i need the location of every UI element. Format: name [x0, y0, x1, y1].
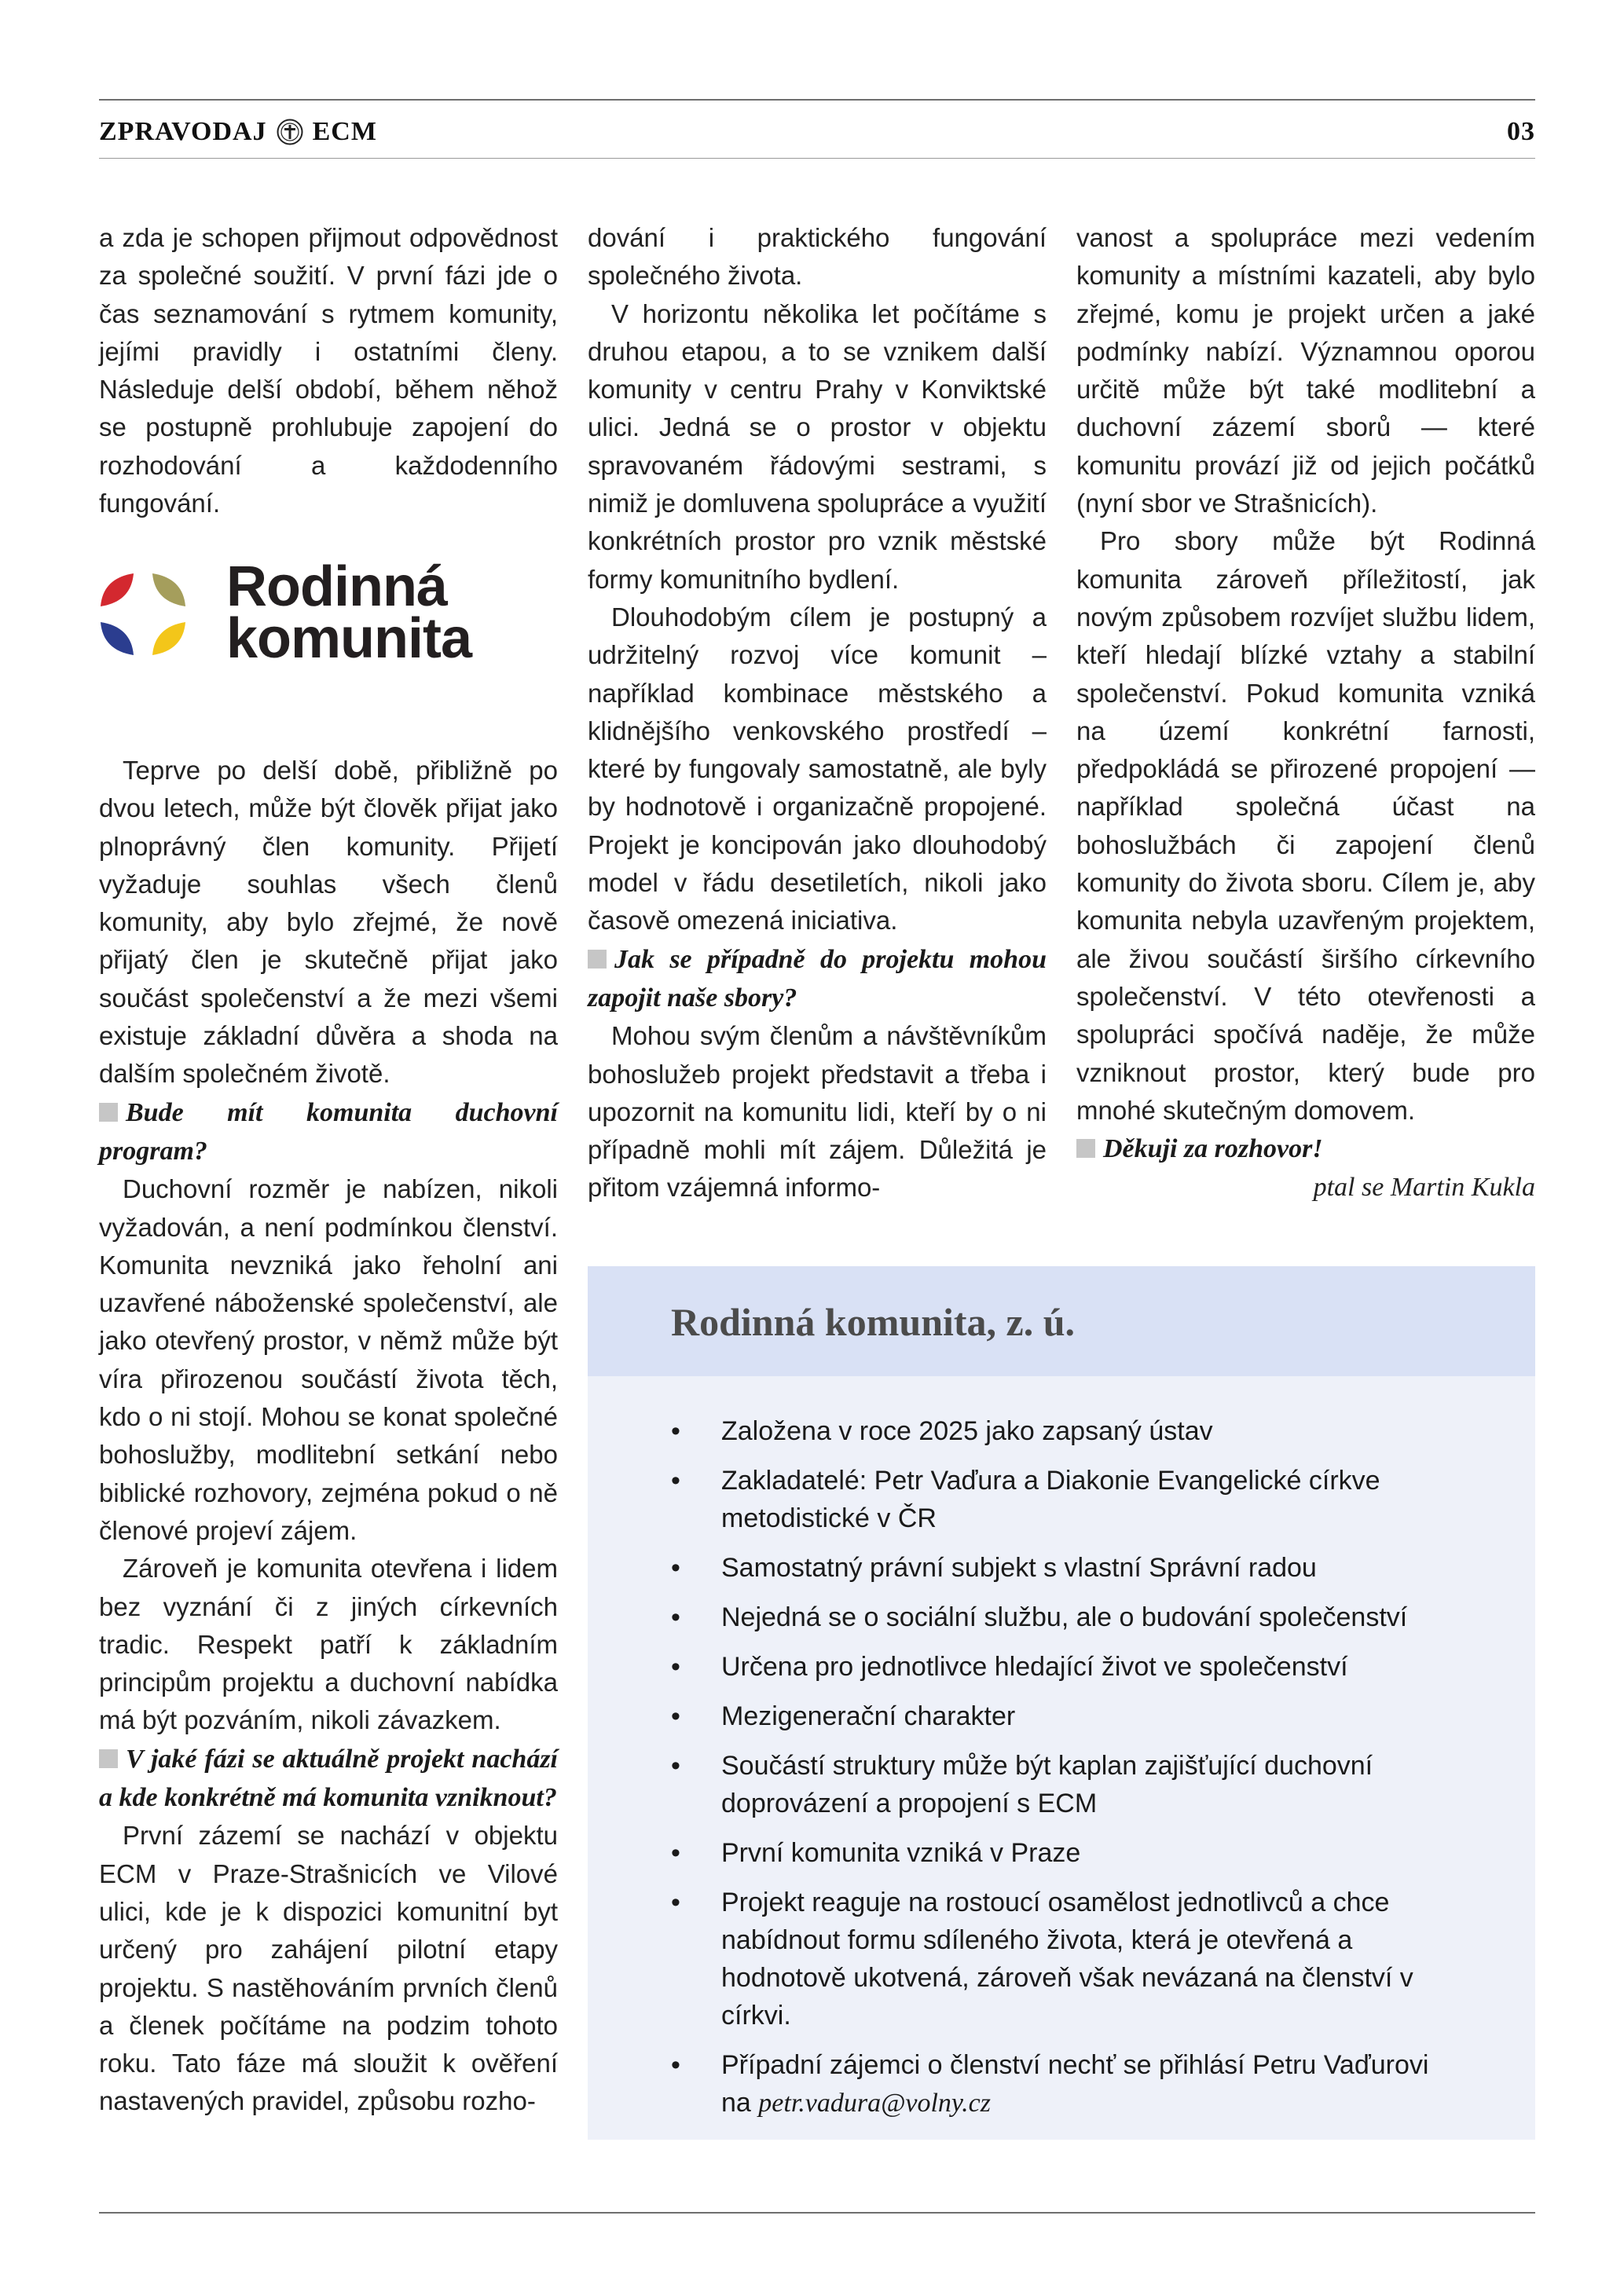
logo-line-2: komunita [226, 607, 472, 670]
bullet-icon: • [671, 1466, 680, 1496]
col1-paragraph-1: a zda je schopen přijmout odpovědnost za společné soužití. V první fázi jde o čas seznamování s rytmem komunity, jejími pravidly i ostatními členy. Následuje delší období, během něhož se postupně prohlubuje zapojení do rozhodování a každodenního fungování. [99, 223, 558, 518]
col3-paragraph-2: Pro sbory může být Rodinná komunita zároveň příležitostí, jak novým způsobem rozvíjet službu lidem, kteří hledají blízké vztahy a stabilní společenství. Pokud komunita vzniká na území konkrétní farnosti, předpokládá se přirozené propojení — například společná účast na bohoslužbách či zapojení členů komunity do života sboru. Cílem je, aby komunita nebyla uzavřeným projektem, ale živou součástí širšího církevního společenství. V této otevřenosti a spolupráci spočívá naděje, že může vzniknout prostor, který bude pro mnohé skutečným domovem. [1076, 526, 1535, 1125]
list-item: • Případní zájemci o členství nechť se přihlásí Petru Vaďurovi na petr.vadura@volny.cz [671, 2046, 1457, 2122]
col2-paragraph-1: dování i praktického fungování společného života. [588, 223, 1047, 291]
list-item: • Mezigenerační charakter [671, 1697, 1457, 1735]
info-box-title: Rodinná komunita, z. ú. [671, 1300, 1076, 1344]
bullet-icon: • [671, 2050, 680, 2080]
bullet-icon: • [671, 1416, 680, 1446]
list-item: • Projekt reaguje na rostoucí osamělost jednotlivců a chce nabídnout formu sdíleného života, která je otevřená a hodnotově ukotvená, zároveň však nevázaná na členství v církvi. [671, 1884, 1457, 2034]
logo-wordmark [226, 555, 472, 670]
bullet-icon: • [671, 1888, 680, 1917]
question-marker-icon [99, 1749, 118, 1768]
col3-signature: ptal se Martin Kukla [1313, 1173, 1535, 1203]
rodinna-komunita-logo [99, 555, 523, 670]
col1-paragraph-2: Teprve po delší době, přibližně po dvou letech, může být člověk přijat jako plnoprávný člen komunity. Přijetí vyžaduje souhlas všech členů komunity, aby bylo zřejmé, že nově přijatý člen je skutečně přijat jako součást společenství a že mezi všemi existuje základní důvěra a shoda na dalším společném životě. [99, 756, 558, 1089]
bullet-icon: • [671, 1838, 680, 1868]
contact-email: petr.vadura@volny.cz [758, 2089, 991, 2118]
col1-paragraph-3: Duchovní rozměr je nabízen, nikoli vyžadován, a není podmínkou členství. Komunita nevzniká jako řeholní ani uzavřené náboženské společenství, ale jako otevřený prostor, v němž může být víra přirozenou součástí života těch, kdo o ni stojí. Mohou se konat společné bohoslužby, modlitební setkání nebo biblické rozhovory, zejména pokud o ně členové projeví zájem. [99, 1174, 558, 1545]
question-marker-icon [588, 950, 607, 969]
list-item: • Součástí struktury může být kaplan zajišťující duchovní doprovázení a propojení s ECM [671, 1747, 1457, 1822]
col1-paragraph-5: První zázemí se nachází v objektu ECM v Praze-Strašnicích ve Vilové ulici, kde je k dispozici komunitní byt určený pro zahájení pilotní etapy projektu. S nastěhováním prvních členů a členek počítáme na podzim tohoto roku. Tato fáze má sloužit k ověření nastavených pravidel, způsobu rozho- [99, 1821, 558, 2116]
list-item: • Určena pro jednotlivce hledající život ve společenství [671, 1648, 1457, 1686]
masthead-title-left: ZPRAVODAJ [99, 117, 267, 146]
info-box-header [588, 1266, 1535, 1376]
bullet-icon: • [671, 1652, 680, 1682]
question-marker-icon [1076, 1139, 1095, 1158]
col2-paragraph-2: V horizontu několika let počítáme s druhou etapou, a to se vznikem další komunity v centru Prahy v Konviktské ulici. Jedná se o prostor v objektu spravovaném řádovými sestrami, s nimiž je domluvena spolupráce a využití konkrétních prostor pro vznik městské formy komunitního bydlení. [588, 298, 1047, 594]
bullet-icon: • [671, 1751, 680, 1781]
header-bottom-rule [99, 158, 1535, 159]
bullet-icon: • [671, 1553, 680, 1583]
col2-paragraph-3: Dlouhodobým cílem je postupný a udržitelný rozvoj více komunit – například kombinace městského a klidnějšího venkovského prostředí – které by fungovaly samostatně, ale byly by hodnotově i organizačně propojené. Projekt je koncipován jako dlouhodobý model v řádu desetiletích, nikoli jako časově omezená iniciativa. [588, 602, 1047, 936]
col2-question-1: Jak se případně do projektu mohou zapojit naše sbory? [588, 944, 1047, 1013]
list-item: • Nejedná se o sociální službu, ale o budování společenství [671, 1598, 1457, 1636]
question-marker-icon [99, 1103, 118, 1122]
info-box [588, 1266, 1535, 2140]
masthead [99, 115, 377, 149]
masthead-title-right: ECM [312, 117, 377, 146]
list-item: • Samostatný právní subjekt s vlastní Správní radou [671, 1549, 1457, 1587]
page-number: 03 [1507, 117, 1535, 146]
col1-question-1: Bude mít komunita duchovní program? [99, 1097, 558, 1166]
col3-question-1: Děkuji za rozhovor! [1076, 1130, 1535, 1168]
church-emblem-icon [277, 119, 303, 145]
bullet-icon: • [671, 1602, 680, 1632]
logo-line-1: Rodinná [226, 555, 447, 618]
info-box-list [671, 1412, 1457, 2134]
column-2 [588, 219, 1047, 1207]
column-3 [1076, 219, 1535, 1207]
list-item: • První komunita vzniká v Praze [671, 1834, 1457, 1872]
bullet-icon: • [671, 1701, 680, 1731]
col2-paragraph-4: Mohou svým členům a návštěvníkům bohoslužeb projekt představit a třeba i upozornit na komunitu lidi, kteří by o ni případně mohli mít zájem. Důležitá je přitom vzájemná informo- [588, 1021, 1047, 1203]
col1-paragraph-4: Zároveň je komunita otevřena i lidem bez vyznání či z jiných církevních tradic. Respekt patří k základním principům projektu a duchovní nabídka má být pozváním, nikoli závazkem. [99, 1554, 558, 1735]
column-1-bottom [99, 752, 558, 2121]
header-top-rule [99, 99, 1535, 101]
list-item: • Založena v roce 2025 jako zapsaný ústav [671, 1412, 1457, 1450]
list-item: • Zakladatelé: Petr Vaďura a Diakonie Evangelické církve metodistické v ČR [671, 1462, 1457, 1537]
col1-question-2: V jaké fázi se aktuálně projekt nachází a kde konkrétně má komunita vzniknout? [99, 1744, 558, 1813]
col3-paragraph-1: vanost a spolupráce mezi vedením komunity a místními kazateli, aby bylo zřejmé, komu je projekt určen a jaké podmínky nabízí. Významnou oporou určitě může být také modlitební a duchovní zázemí sborů — které komunitu provází již od jejich počátků (nyní sbor ve Strašnicích). [1076, 223, 1535, 518]
logo-petals-icon [99, 570, 187, 658]
column-1-top [99, 219, 558, 522]
footer-rule [99, 2212, 1535, 2214]
